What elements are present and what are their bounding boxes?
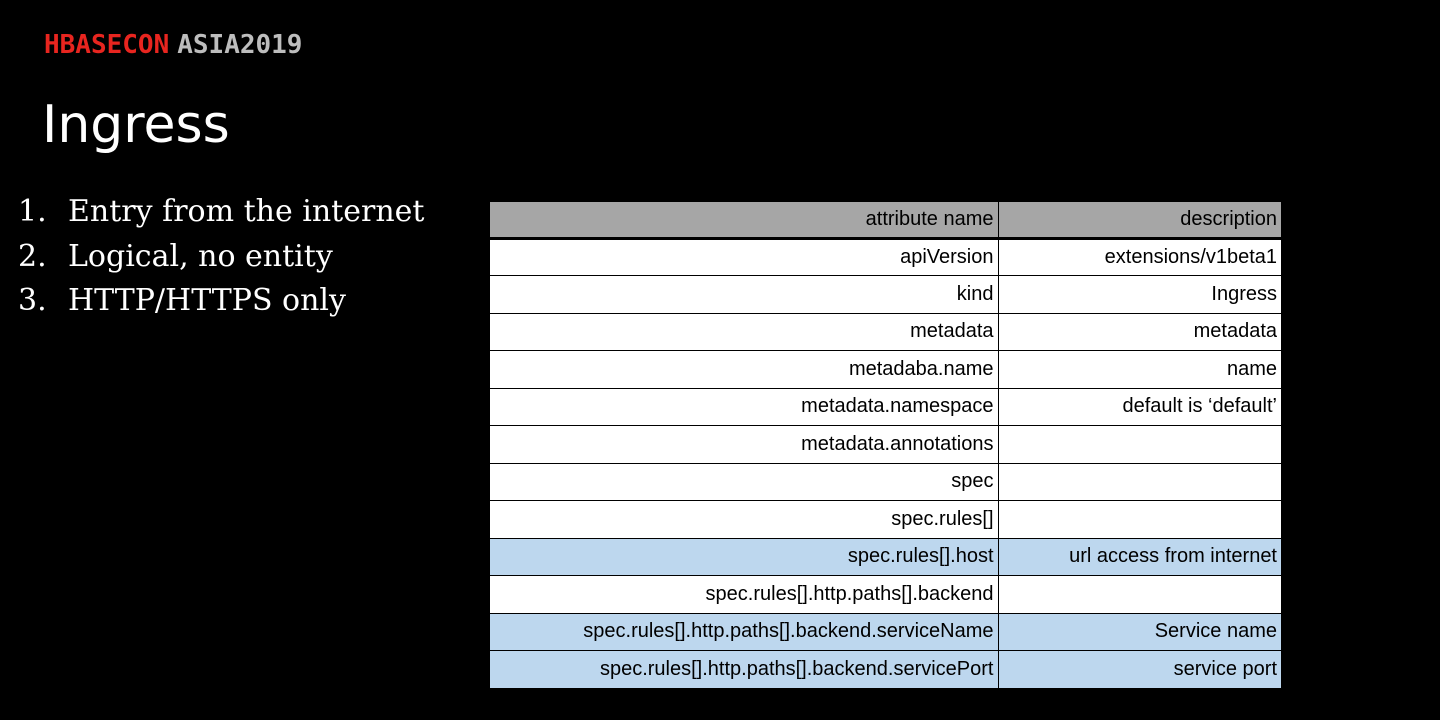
description-cell: extensions/v1beta1	[998, 238, 1281, 276]
description-cell: url access from internet	[998, 538, 1281, 576]
table-row	[490, 313, 1281, 351]
description-cell: metadata	[998, 313, 1281, 351]
table-body	[490, 238, 1281, 688]
column-header-attribute-name: attribute name	[490, 202, 998, 238]
description-cell	[998, 426, 1281, 464]
logo-part-asia2019: ASIA2019	[177, 30, 303, 60]
bullet-item	[18, 237, 424, 282]
table-row	[490, 276, 1281, 314]
table-row	[490, 238, 1281, 276]
attribute-name-cell: spec.rules[].http.paths[].backend.serviceName	[490, 613, 998, 651]
table-row	[490, 501, 1281, 539]
attribute-name-cell: metadata.namespace	[490, 388, 998, 426]
description-cell	[998, 501, 1281, 539]
bullet-item	[18, 192, 424, 237]
attribute-name-cell: metadata.annotations	[490, 426, 998, 464]
description-cell: default is ‘default’	[998, 388, 1281, 426]
attribute-name-cell: kind	[490, 276, 998, 314]
bullet-number: 2.	[18, 238, 47, 274]
description-cell: Service name	[998, 613, 1281, 651]
attribute-name-cell: spec.rules[]	[490, 501, 998, 539]
attribute-name-cell: spec.rules[].host	[490, 538, 998, 576]
attribute-name-cell: spec	[490, 463, 998, 501]
bullet-text: Logical, no entity	[68, 238, 333, 274]
table-row	[490, 463, 1281, 501]
attribute-name-cell: apiVersion	[490, 238, 998, 276]
bullet-list	[18, 192, 424, 326]
slide-title: Ingress	[42, 95, 230, 155]
table-header-row	[490, 202, 1281, 238]
attribute-name-cell: spec.rules[].http.paths[].backend.servicePort	[490, 651, 998, 689]
table-row	[490, 651, 1281, 689]
description-cell	[998, 463, 1281, 501]
attribute-name-cell: metadata	[490, 313, 998, 351]
ingress-attributes-table	[490, 202, 1281, 688]
description-cell: name	[998, 351, 1281, 389]
description-cell: Ingress	[998, 276, 1281, 314]
table-row	[490, 613, 1281, 651]
table-row	[490, 576, 1281, 614]
logo-part-hbasecon: HBASECON	[44, 30, 170, 60]
bullet-number: 3.	[18, 283, 47, 318]
attribute-name-cell: metadaba.name	[490, 351, 998, 389]
description-cell	[998, 576, 1281, 614]
attribute-name-cell: spec.rules[].http.paths[].backend	[490, 576, 998, 614]
bullet-text: Entry from the internet	[68, 194, 425, 229]
bullet-item	[18, 281, 424, 326]
conference-logo	[44, 30, 302, 60]
bullet-number: 1.	[18, 194, 47, 229]
table-row	[490, 388, 1281, 426]
bullet-text: HTTP/HTTPS only	[68, 283, 346, 318]
table-row	[490, 538, 1281, 576]
table-row	[490, 426, 1281, 464]
description-cell: service port	[998, 651, 1281, 689]
column-header-description: description	[998, 202, 1281, 238]
table-row	[490, 351, 1281, 389]
